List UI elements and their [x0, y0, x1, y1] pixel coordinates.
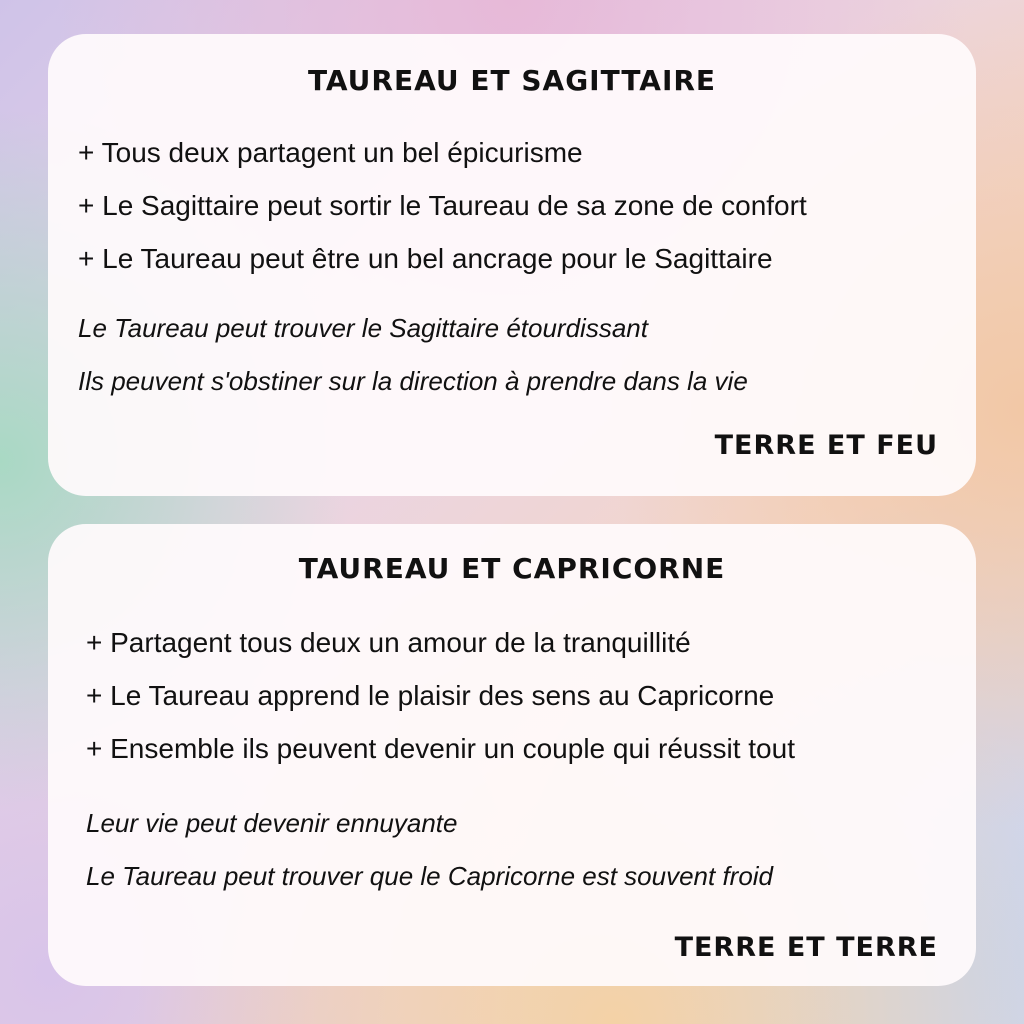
strength-item: + Tous deux partagent un bel épicurisme — [78, 137, 583, 168]
strength-item: + Le Sagittaire peut sortir le Taureau de sa zone de confort — [78, 190, 807, 221]
strengths-list — [78, 133, 807, 292]
compatibility-card-capricorn — [48, 524, 976, 986]
compatibility-card-sagittarius — [48, 34, 976, 496]
card-title: TAUREAU ET SAGITTAIRE — [307, 64, 717, 97]
challenges-list — [78, 308, 748, 414]
strengths-list — [86, 623, 795, 782]
strength-item: + Le Taureau apprend le plaisir des sens au Capricorne — [86, 680, 775, 711]
elements-label: TERRE ET FEU — [714, 430, 938, 461]
card-title: TAUREAU ET CAPRICORNE — [298, 552, 726, 585]
strength-item: + Partagent tous deux un amour de la tranquillité — [86, 627, 691, 658]
strength-item: + Le Taureau peut être un bel ancrage pour le Sagittaire — [78, 243, 773, 274]
challenges-list — [86, 803, 773, 909]
elements-label: TERRE ET TERRE — [674, 932, 938, 963]
challenge-item: Ils peuvent s'obstiner sur la direction à prendre dans la vie — [78, 366, 748, 396]
challenge-item: Le Taureau peut trouver le Sagittaire étourdissant — [78, 313, 648, 343]
strength-item: + Ensemble ils peuvent devenir un couple qui réussit tout — [86, 733, 795, 764]
challenge-item: Leur vie peut devenir ennuyante — [86, 808, 458, 838]
challenge-item: Le Taureau peut trouver que le Capricorne est souvent froid — [86, 861, 774, 891]
